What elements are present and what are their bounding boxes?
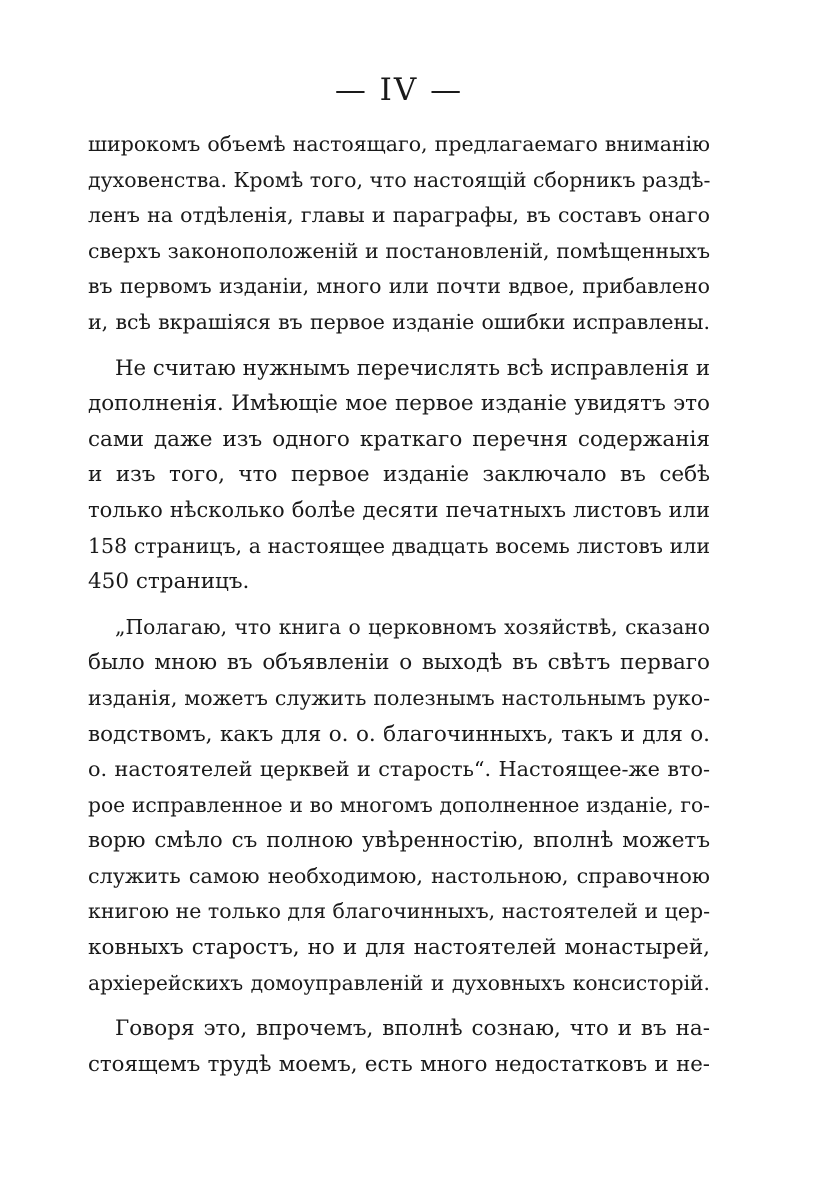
text-line: „Полагаю, что книга о церковномъ хозяйствѣ, сказано bbox=[115, 614, 710, 639]
text-line: ковныхъ старостъ, но и для настоятелей монастырей, bbox=[88, 935, 710, 961]
text-line: Не считаю нужнымъ перечислять всѣ исправленія и bbox=[115, 355, 711, 381]
text-line: стоящемъ трудѣ моемъ, есть много недостатковъ и не- bbox=[88, 1051, 710, 1077]
text-line: архіерейскихъ домоуправленій и духовныхъ консисторій. bbox=[88, 970, 710, 995]
text-line: 450 страницъ. bbox=[88, 569, 250, 595]
text-line: ворю смѣло съ полною увѣренностію, вполнѣ можетъ bbox=[88, 828, 710, 854]
paragraph-3 bbox=[88, 610, 710, 1002]
text-line: въ первомъ изданіи, много или почти вдвое, прибавлено bbox=[88, 274, 710, 299]
paragraph-1 bbox=[88, 127, 710, 341]
text-line: 158 страницъ, а настоящее двадцать восемь листовъ или bbox=[88, 533, 710, 558]
text-line: книгою не только для благочинныхъ, настоятелей и цер- bbox=[88, 899, 711, 924]
text-line: о. настоятелей церквей и старость“. Настоящее-же вто- bbox=[88, 757, 710, 782]
text-line: дополненія. Имѣющіе мое первое изданіе увидятъ это bbox=[88, 391, 710, 417]
paragraph-4 bbox=[88, 1011, 710, 1082]
book-page bbox=[88, 72, 710, 1082]
paragraph-2 bbox=[88, 351, 710, 600]
text-line: широкомъ объемѣ настоящаго, предлагаемаго вниманію bbox=[88, 132, 710, 156]
text-line: и, всѣ вкрашіяся въ первое изданіе ошибки исправлены. bbox=[88, 309, 710, 334]
page-number: — IV — bbox=[334, 72, 464, 108]
text-line: Говоря это, впрочемъ, вполнѣ сознаю, что и въ на- bbox=[115, 1016, 710, 1042]
text-line: сами даже изъ одного краткаго перечня содержанія bbox=[88, 426, 710, 452]
text-line: служить самою необходимою, настольною, справочною bbox=[88, 863, 710, 888]
text-line: духовенства. Кромѣ того, что настоящій сборникъ раздѣ- bbox=[88, 167, 711, 192]
text-line: рое исправленное и во многомъ дополненное изданіе, го- bbox=[88, 792, 710, 817]
text-line: водствомъ, какъ для о. о. благочинныхъ, такъ и для о. bbox=[88, 721, 710, 747]
text-line: было мною въ объявленіи о выходѣ въ свѣтъ перваго bbox=[88, 650, 710, 676]
text-line: только нѣсколько болѣе десяти печатныхъ листовъ или bbox=[88, 497, 710, 522]
text-line: изданія, можетъ служить полезнымъ настольнымъ руко- bbox=[88, 685, 710, 710]
text-line: и изъ того, что первое изданіе заключало въ себѣ bbox=[88, 462, 710, 488]
text-line: сверхъ законоположеній и постановленій, помѣщенныхъ bbox=[88, 238, 710, 263]
text-line: ленъ на отдѣленія, главы и параграфы, въ составъ онаго bbox=[88, 203, 710, 228]
